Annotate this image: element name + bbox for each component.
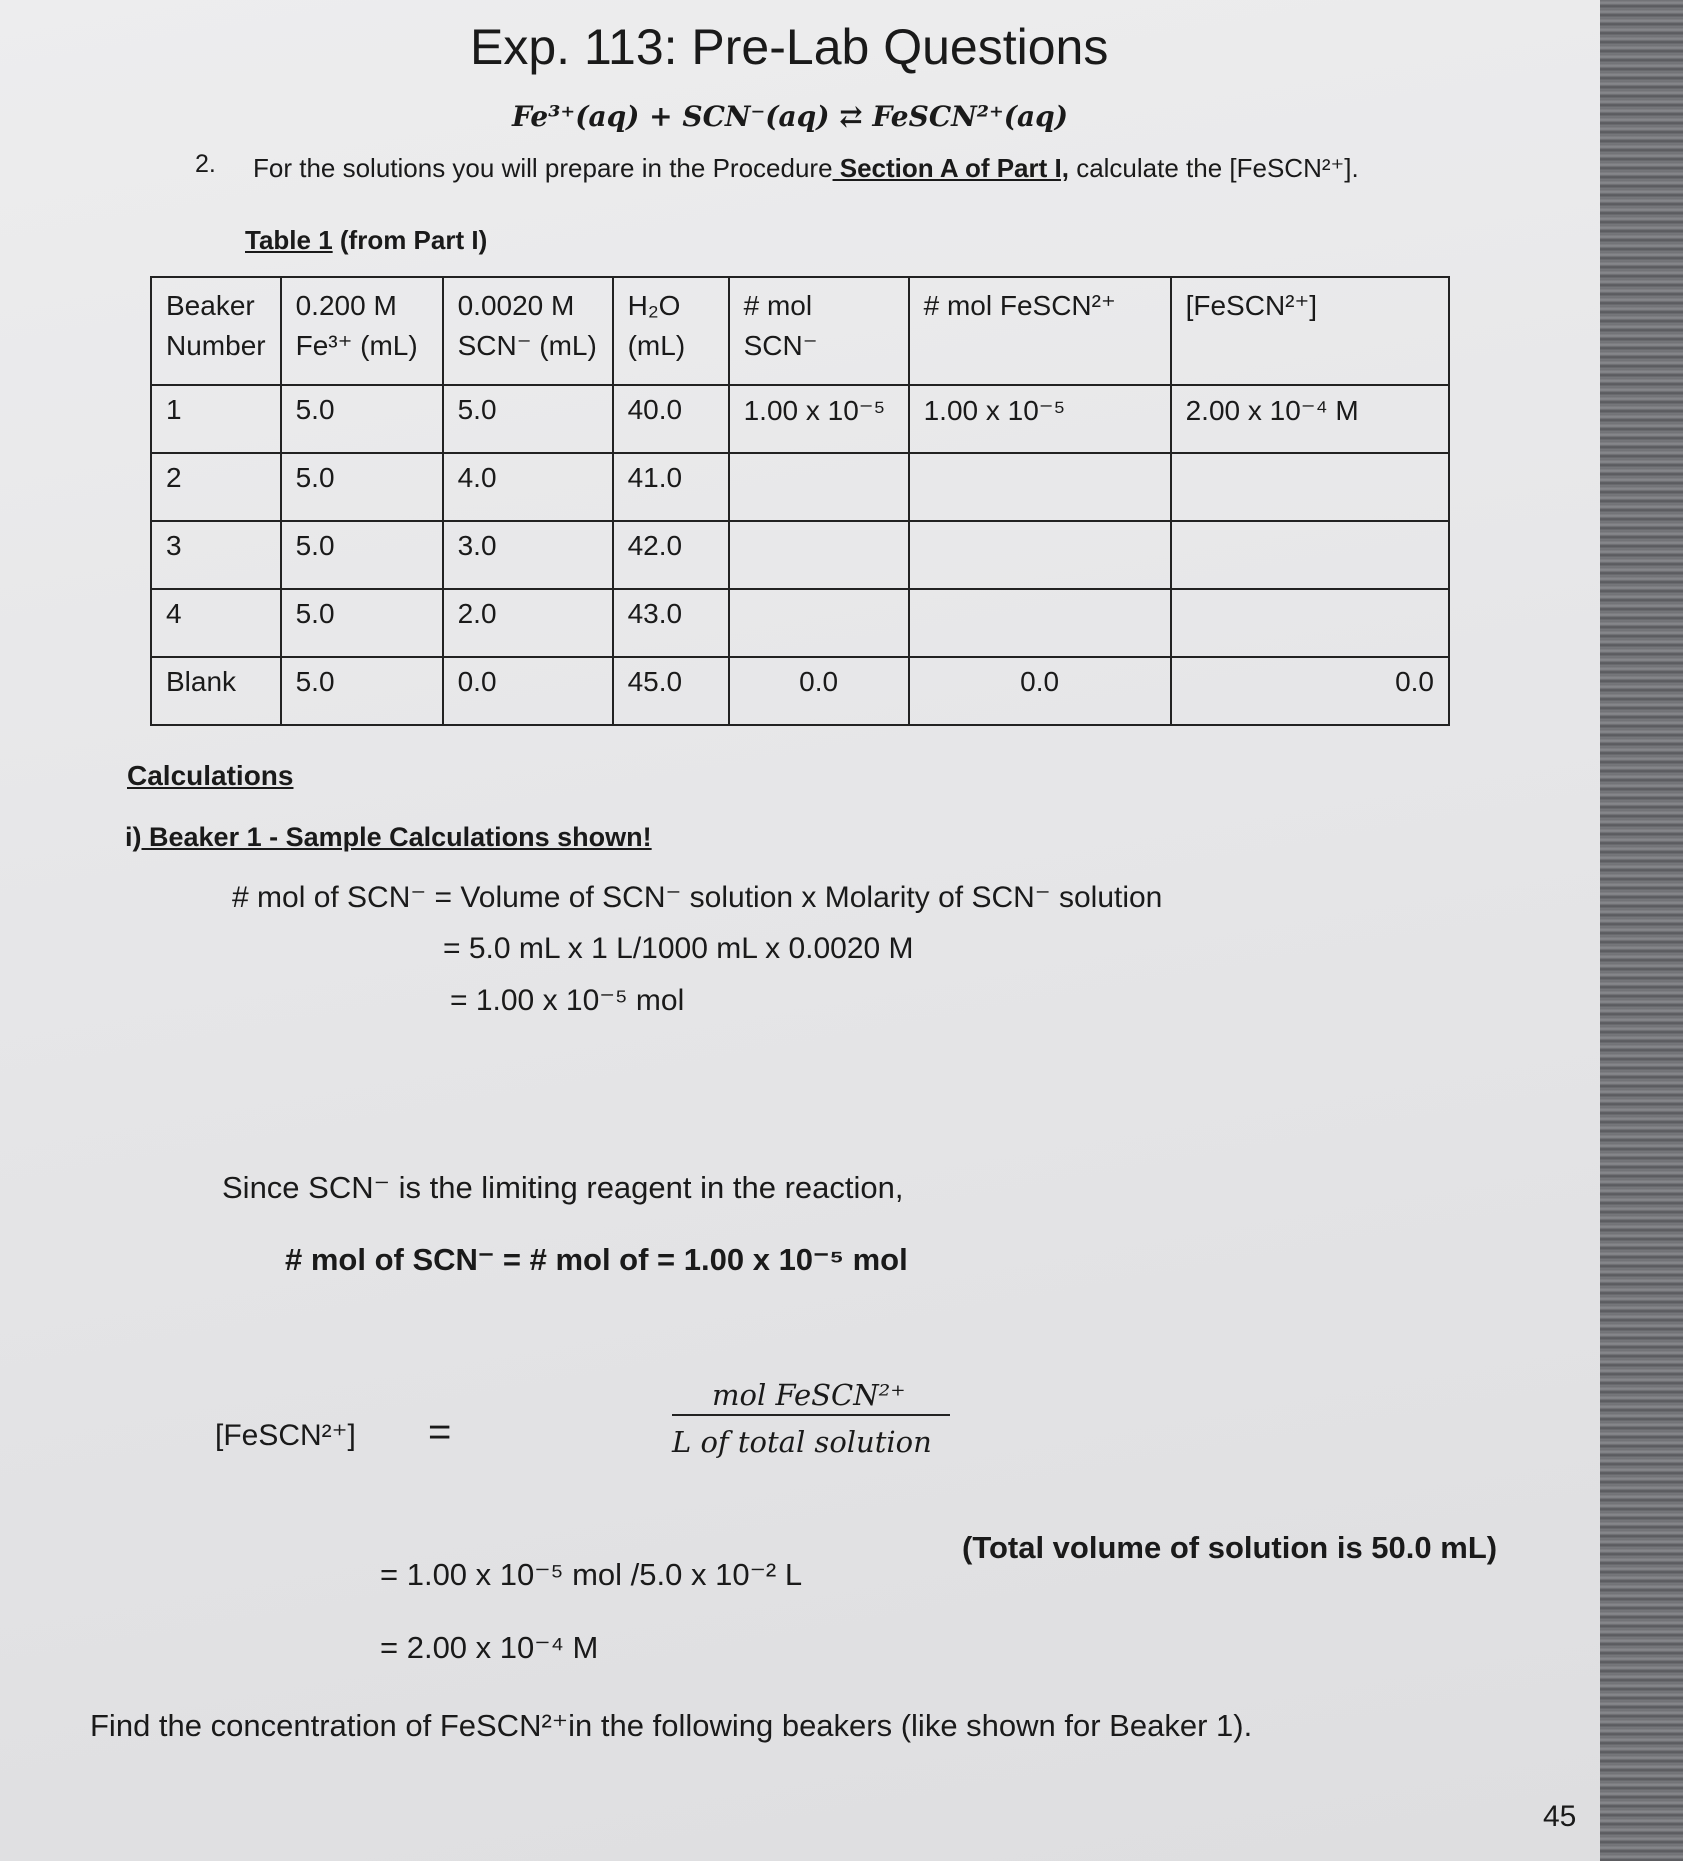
cell-beaker: Blank	[151, 657, 281, 725]
cell-mol-scn[interactable]	[729, 589, 909, 657]
beaker1-prefix: i)	[125, 822, 142, 852]
reaction-equation: Fe³⁺(aq) + SCN⁻(aq) ⇄ FeSCN²⁺(aq)	[512, 100, 1068, 133]
mol-equality: # mol of SCN⁻ = # mol of = 1.00 x 10⁻⁵ mol	[285, 1242, 908, 1277]
table-header-row	[151, 277, 1449, 385]
header-fe-volume: 0.200 M Fe³⁺ (mL)	[281, 277, 443, 385]
cell-fescn-conc[interactable]	[1171, 521, 1449, 589]
background-binder-edge	[1600, 0, 1683, 1861]
header-water-volume: H₂O (mL)	[613, 277, 729, 385]
instruction-text: Find the concentration of FeSCN²⁺in the following beakers (like shown for Beaker 1).	[90, 1708, 1253, 1743]
cell-beaker: 1	[151, 385, 281, 453]
calc-step-division: = 1.00 x 10⁻⁵ mol /5.0 x 10⁻² L	[380, 1557, 803, 1592]
cell-fe: 5.0	[281, 385, 443, 453]
header-fescn-concentration: [FeSCN²⁺]	[1171, 277, 1449, 385]
page-number: 45	[1543, 1800, 1577, 1833]
question-section-ref: Section A of Part I,	[832, 153, 1069, 183]
beaker1-title: Beaker 1 - Sample Calculations shown!	[141, 822, 652, 852]
cell-beaker: 2	[151, 453, 281, 521]
calc-line-substitution: = 5.0 mL x 1 L/1000 mL x 0.0020 M	[443, 932, 914, 965]
calc-final-result: = 2.00 x 10⁻⁴ M	[380, 1630, 599, 1665]
table-label-underlined: Table 1	[245, 225, 333, 255]
header-mol-fescn: # mol FeSCN²⁺	[909, 277, 1171, 385]
table-row	[151, 521, 1449, 589]
calc-line-mol-scn: # mol of SCN⁻ = Volume of SCN⁻ solution x Molarity of SCN⁻ solution	[232, 881, 1163, 914]
cell-fe: 5.0	[281, 589, 443, 657]
cell-mol-fescn[interactable]	[909, 521, 1171, 589]
cell-scn: 0.0	[443, 657, 613, 725]
header-scn-volume: 0.0020 M SCN⁻ (mL)	[443, 277, 613, 385]
cell-water: 41.0	[613, 453, 729, 521]
question-text	[253, 153, 1359, 184]
cell-mol-fescn[interactable]	[909, 453, 1171, 521]
concentration-lhs: [FeSCN²⁺]	[215, 1419, 356, 1452]
cell-mol-scn: 1.00 x 10⁻⁵	[729, 385, 909, 453]
cell-mol-scn[interactable]	[729, 521, 909, 589]
calculations-heading: Calculations	[127, 760, 294, 791]
question-number: 2.	[195, 150, 216, 178]
cell-scn: 5.0	[443, 385, 613, 453]
cell-fescn-conc[interactable]	[1171, 453, 1449, 521]
cell-scn: 3.0	[443, 521, 613, 589]
cell-fescn-conc[interactable]	[1171, 589, 1449, 657]
table-label-rest: (from Part I)	[332, 225, 488, 255]
fraction-numerator: mol FeSCN²⁺	[712, 1378, 906, 1412]
cell-beaker: 4	[151, 589, 281, 657]
cell-scn: 4.0	[443, 453, 613, 521]
fraction-denominator: L of total solution	[672, 1425, 932, 1459]
table-row	[151, 589, 1449, 657]
cell-mol-fescn: 1.00 x 10⁻⁵	[909, 385, 1171, 453]
cell-water: 40.0	[613, 385, 729, 453]
cell-fe: 5.0	[281, 657, 443, 725]
cell-water: 45.0	[613, 657, 729, 725]
question-text-before: For the solutions you will prepare in the Procedure	[253, 153, 833, 183]
data-table	[150, 276, 1450, 726]
cell-fescn-conc: 2.00 x 10⁻⁴ M	[1171, 385, 1449, 453]
cell-scn: 2.0	[443, 589, 613, 657]
fraction-bar	[672, 1414, 950, 1416]
page-title: Exp. 113: Pre-Lab Questions	[470, 19, 1109, 75]
cell-water: 43.0	[613, 589, 729, 657]
cell-water: 42.0	[613, 521, 729, 589]
header-mol-scn: # mol SCN⁻	[729, 277, 909, 385]
cell-fe: 5.0	[281, 521, 443, 589]
limiting-reagent-text: Since SCN⁻ is the limiting reagent in the reaction,	[222, 1170, 904, 1205]
cell-mol-fescn[interactable]	[909, 589, 1171, 657]
cell-fe: 5.0	[281, 453, 443, 521]
total-volume-note: (Total volume of solution is 50.0 mL)	[962, 1530, 1498, 1565]
cell-mol-fescn: 0.0	[909, 657, 1171, 725]
table-label	[245, 225, 487, 256]
cell-mol-scn[interactable]	[729, 453, 909, 521]
header-beaker-number: Beaker Number	[151, 277, 281, 385]
table-row	[151, 385, 1449, 453]
cell-beaker: 3	[151, 521, 281, 589]
equals-sign: =	[428, 1410, 452, 1454]
table-row	[151, 657, 1449, 725]
question-text-after: calculate the [FeSCN²⁺].	[1068, 153, 1359, 183]
table-row	[151, 453, 1449, 521]
cell-fescn-conc: 0.0	[1171, 657, 1449, 725]
calc-line-result: = 1.00 x 10⁻⁵ mol	[450, 984, 685, 1017]
cell-mol-scn: 0.0	[729, 657, 909, 725]
beaker1-heading	[125, 822, 652, 853]
